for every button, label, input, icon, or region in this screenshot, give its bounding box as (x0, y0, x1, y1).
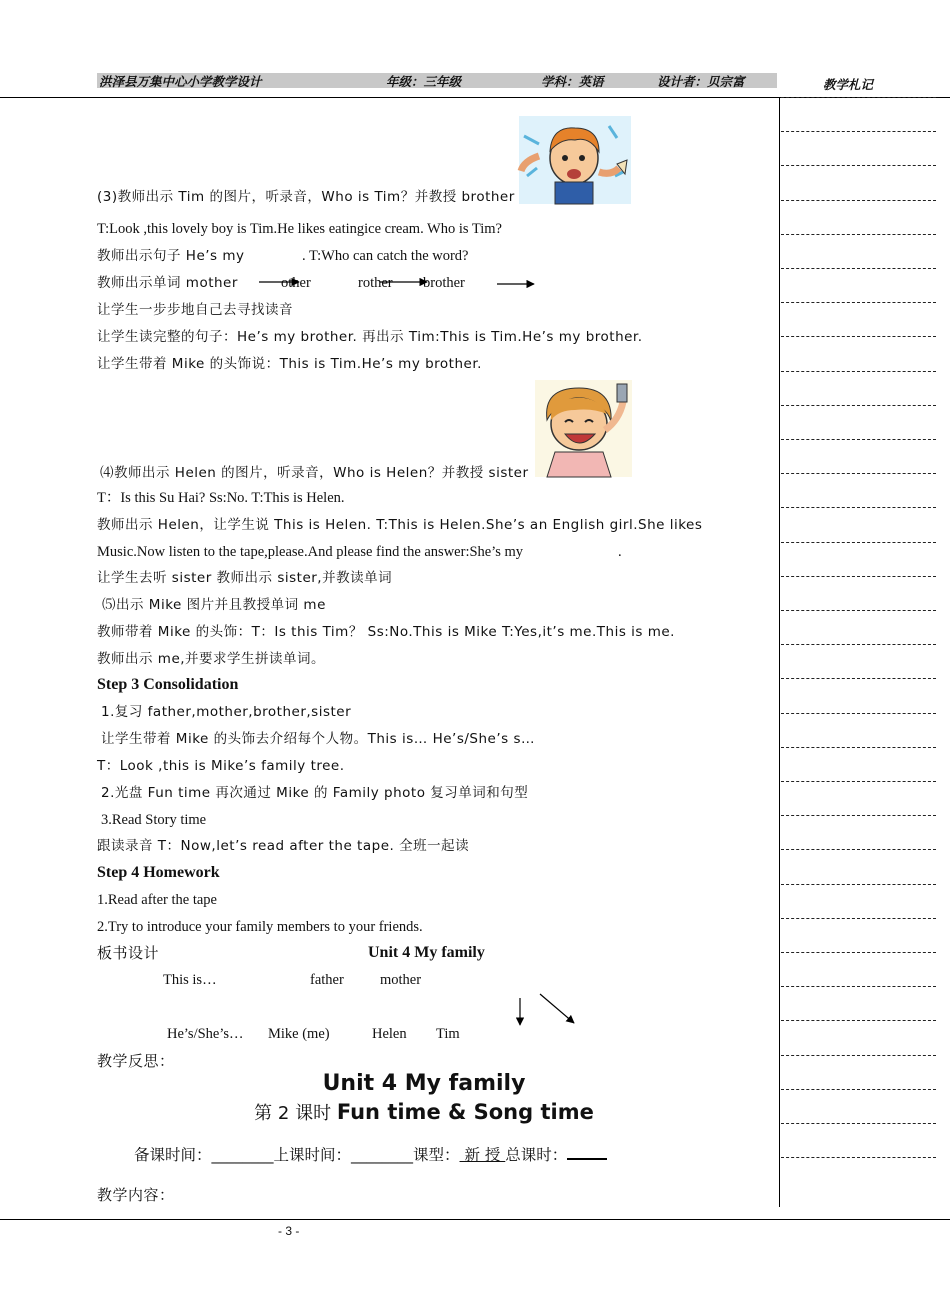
step3-item-3: T：Look ,this is Mike’s family tree. (97, 758, 345, 774)
tim-step-line-2: T:Look ,this lovely boy is Tim.He likes eatingice cream. Who is Tim? (97, 221, 502, 237)
prep-info-row (134, 1146, 607, 1164)
board-hes-shes: He’s/She’s… (167, 1026, 244, 1042)
board-tim: Tim (436, 1026, 460, 1042)
page-number: - 3 - (278, 1224, 300, 1238)
helen-step-line-5: 让学生去听 sister 教师出示 sister,并教读单词 (97, 570, 393, 586)
board-mike: Mike (me) (268, 1026, 330, 1042)
content-label: 教学内容： (97, 1186, 175, 1204)
helen-step-line-4b: . (618, 544, 622, 560)
tim-step-line-7: 让学生带着 Mike 的头饰说：This is Tim.He’s my brother. (97, 356, 482, 372)
tim-step-line-4: 教师出示单词 mother (97, 275, 238, 291)
lesson-type-value: 新 授 (459, 1146, 506, 1164)
board-father: father (310, 972, 344, 988)
word-rother: rother (358, 275, 393, 291)
tim-step-line-1: (3)教师出示 Tim 的图片，听录音，Who is Tim？并教授 brother (97, 189, 515, 205)
total-hours-label: 总课时： (505, 1146, 568, 1164)
mike-step-line-3: 教师出示 me,并要求学生拼读单词。 (97, 651, 326, 667)
helen-step-line-3: 教师出示 Helen，让学生说 This is Helen. T:This is Helen.She’s an English girl.She likes (97, 517, 703, 533)
board-design-label: 板书设计 (97, 944, 160, 962)
lesson-period: 第 2 课时 (254, 1103, 332, 1124)
board-this-is: This is… (163, 972, 217, 988)
designer-label: 设计者：贝宗富 (657, 74, 745, 89)
notes-column-title: 教学札记 (823, 77, 874, 92)
step3-item-4: 2.光盘 Fun time 再次通过 Mike 的 Family photo 复习单词和句型 (101, 785, 529, 801)
step3-item-5: 3.Read Story time (101, 812, 207, 828)
lesson-subtitle-row (0, 1099, 848, 1125)
step4-item-1: 1.Read after the tape (97, 892, 217, 908)
step3-item-1: 1.复习 father,mother,brother,sister (101, 704, 352, 720)
board-helen: Helen (372, 1026, 407, 1042)
helen-step-line-4a: Music.Now listen to the tape,please.And please find the answer:She’s my (97, 544, 524, 560)
step3-item-2: 让学生带着 Mike 的头饰去介绍每个人物。This is… He’s/She’s s… (101, 731, 535, 747)
step4-item-2: 2.Try to introduce your family members to your friends. (97, 919, 423, 935)
helen-step-line-1: ⑷教师出示 Helen 的图片，听录音，Who is Helen？并教授 sister (100, 465, 529, 481)
board-mother: mother (380, 972, 422, 988)
tim-step-line-6: 让学生读完整的句子：He’s my brother. 再出示 Tim:This is Tim.He’s my brother. (97, 329, 643, 345)
total-hours-blank (567, 1146, 607, 1160)
step4-heading: Step 4 Homework (97, 864, 220, 881)
tim-step-line-5: 让学生一步步地自己去寻找读音 (97, 302, 293, 318)
school-name: 洪泽县万集中心小学教学设计 (99, 74, 262, 89)
word-brother: brother (423, 275, 465, 291)
lesson-title: Unit 4 My family (322, 1071, 526, 1096)
step3-item-6: 跟读录音 T：Now,let’s read after the tape. 全班一起读 (97, 838, 470, 854)
tim-step-line-3a: 教师出示句子 He’s my (97, 248, 245, 264)
board-title: Unit 4 My family (368, 944, 485, 961)
mike-step-line-1: ⑸出示 Mike 图片并且教授单词 me (102, 597, 326, 613)
helen-step-line-2: T：Is this Su Hai? Ss:No. T:This is Helen. (97, 490, 345, 506)
lesson-subtitle: Fun time & Song time (336, 1100, 594, 1124)
word-other: other (281, 275, 311, 291)
grade-label: 年级：三年级 (386, 74, 462, 89)
mike-step-line-2: 教师带着 Mike 的头饰：T：Is this Tim？ Ss:No.This is Mike T:Yes,it’s me.This is me. (97, 624, 675, 640)
prep-time-fields: 备课时间：________上课时间：________课型： (134, 1146, 460, 1164)
footer-rule (0, 1219, 950, 1220)
subject-label: 学科：英语 (541, 74, 604, 89)
step3-heading: Step 3 Consolidation (97, 676, 239, 693)
reflection-label: 教学反思： (97, 1052, 175, 1070)
tim-step-line-3b: . T:Who can catch the word? (302, 248, 469, 264)
